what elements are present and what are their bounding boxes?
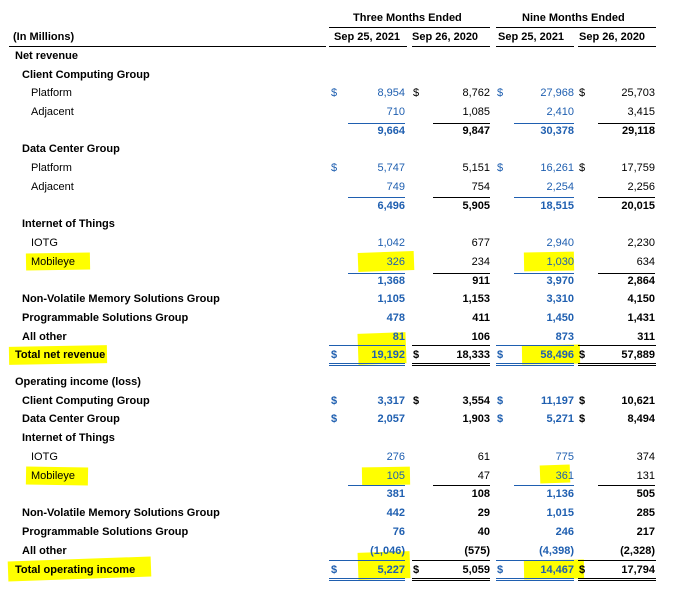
cell-operating-nsg-col4: 285 [636,507,655,519]
cell-operating-dcg-col2: 1,903 [462,413,490,425]
cell-revenue-ccg-adjacent-col2: 1,085 [462,106,490,118]
cell-revenue-dcg-platform-col3: 16,261 [540,162,574,174]
total-rule [496,345,574,346]
cell-revenue-dcg-adjacent-col4: 2,256 [627,181,655,193]
row-label-operating-nsg: Non-Volatile Memory Solutions Group [22,507,220,519]
total-rule [578,345,656,346]
cell-revenue-psg-col1: 478 [386,312,405,324]
total-double-rule [578,578,656,581]
cell-operating-iotg-col4: 374 [636,451,655,463]
total-rule [329,560,405,561]
cell-revenue-all-other-col3: 873 [555,331,574,343]
cell-operating-ccg-col3: 11,197 [540,395,574,407]
total-double-rule [412,363,490,366]
row-label-revenue-ccg-adjacent: Adjacent [31,106,74,118]
section-iot: Internet of Things [22,218,115,230]
cell-operating-psg-col4: 217 [636,526,655,538]
row-label-revenue-iotg: IOTG [31,237,58,249]
subtotal-rule [598,123,655,124]
cell-operating-all-other-col4: (2,328) [620,545,655,557]
cell-revenue-dcg-total-col1: 6,496 [377,200,405,212]
cell-operating-total-col3: 14,467 [540,564,574,576]
total-double-rule [496,578,574,581]
section-ccg: Client Computing Group [22,69,150,81]
cell-revenue-ccg-platform-col4: 25,703 [621,87,655,99]
cell-revenue-mobileye-col4: 634 [636,256,655,268]
cell-revenue-iotg-col2: 677 [471,237,490,249]
cell-revenue-dcg-adjacent-col3: 2,254 [546,181,574,193]
column-header: Sep 26, 2020 [412,31,479,43]
cell-operating-dcg-col3: 5,271 [546,413,574,425]
subtotal-rule [348,123,405,124]
subtotal-rule [348,197,405,198]
subtotal-rule [433,197,490,198]
subtotal-rule [348,273,405,274]
cell-revenue-ccg-total-col1: 9,664 [377,125,405,137]
cell-operating-nsg-col1: 442 [386,507,405,519]
cell-revenue-dcg-platform-col1: 5,747 [377,162,405,174]
subtotal-rule [598,273,655,274]
total-rule [412,560,490,561]
cell-operating-all-other-col1: (1,046) [370,545,405,557]
section-iot-operating: Internet of Things [22,432,115,444]
cell-revenue-ccg-adjacent-col1: 710 [386,106,405,118]
cell-revenue-nsg-col2: 1,153 [462,293,490,305]
subtotal-rule [598,485,655,486]
currency-symbol: $ [497,162,504,174]
cell-revenue-ccg-platform-col1: 8,954 [377,87,405,99]
total-rule [412,345,490,346]
cell-revenue-dcg-adjacent-col1: 749 [386,181,405,193]
row-label-revenue-dcg-adjacent: Adjacent [31,181,74,193]
currency-symbol: $ [413,87,420,99]
cell-revenue-iotg-col4: 2,230 [627,237,655,249]
cell-revenue-dcg-total-col3: 18,515 [540,200,574,212]
period-group-three-months: Three Months Ended [353,12,462,24]
cell-revenue-dcg-total-col2: 5,905 [462,200,490,212]
header-rule [578,46,656,47]
cell-revenue-dcg-platform-col2: 5,151 [462,162,490,174]
header-rule [329,46,407,47]
currency-symbol: $ [579,413,586,425]
total-rule [496,560,574,561]
unit-label: (In Millions) [13,31,75,43]
currency-symbol: $ [497,87,504,99]
cell-revenue-ccg-adjacent-col4: 3,415 [627,106,655,118]
cell-operating-all-other-col2: (575) [464,545,490,557]
cell-revenue-iotg-col1: 1,042 [377,237,405,249]
cell-operating-dcg-col1: 2,057 [377,413,405,425]
cell-revenue-psg-col3: 1,450 [546,312,574,324]
subtotal-rule [433,485,490,486]
cell-operating-nsg-col2: 29 [477,507,490,519]
cell-operating-mobileye-col2: 47 [477,470,490,482]
currency-symbol: $ [413,349,420,361]
cell-revenue-psg-col2: 411 [472,312,490,324]
cell-revenue-ccg-total-col3: 30,378 [540,125,574,137]
cell-operating-iot-total-col2: 108 [471,488,490,500]
cell-operating-iotg-col3: 775 [555,451,574,463]
currency-symbol: $ [331,564,338,576]
currency-symbol: $ [497,395,504,407]
cell-revenue-ccg-adjacent-col3: 2,410 [546,106,574,118]
subtotal-rule [598,197,655,198]
currency-symbol: $ [497,564,504,576]
cell-revenue-nsg-col1: 1,105 [377,293,405,305]
cell-revenue-mobileye-col2: 234 [471,256,490,268]
row-label-revenue-nsg: Non-Volatile Memory Solutions Group [22,293,220,305]
column-header: Sep 25, 2021 [334,31,401,43]
header-rule [496,46,574,47]
cell-revenue-nsg-col4: 4,150 [627,293,655,305]
cell-revenue-ccg-platform-col3: 27,968 [540,87,574,99]
cell-revenue-total-col3: 58,496 [540,349,574,361]
cell-revenue-iot-total-col2: 911 [472,275,490,287]
cell-operating-ccg-col2: 3,554 [462,395,490,407]
cell-operating-ccg-col1: 3,317 [377,395,405,407]
cell-operating-iot-total-col1: 381 [386,488,405,500]
currency-symbol: $ [331,395,338,407]
subtotal-rule [514,273,574,274]
subtotal-rule [348,485,405,486]
cell-revenue-mobileye-col1: 326 [386,256,405,268]
total-rule [578,560,656,561]
subtotal-rule [514,123,574,124]
row-label-operating-ccg: Client Computing Group [22,395,150,407]
total-double-rule [329,363,405,366]
header-rule [496,27,656,28]
cell-operating-psg-col1: 76 [392,526,405,538]
currency-symbol: $ [497,413,504,425]
cell-operating-iot-total-col4: 505 [636,488,655,500]
row-label-operating-mobileye: Mobileye [31,470,76,482]
cell-revenue-dcg-adjacent-col2: 754 [471,181,490,193]
cell-operating-iot-total-col3: 1,136 [546,488,574,500]
cell-operating-all-other-col3: (4,398) [539,545,574,557]
currency-symbol: $ [331,349,338,361]
cell-revenue-psg-col4: 1,431 [627,312,655,324]
column-header: Sep 25, 2021 [498,31,565,43]
currency-symbol: $ [579,395,586,407]
total-double-rule [329,578,405,581]
row-label-revenue-ccg-platform: Platform [31,87,72,99]
cell-revenue-ccg-platform-col2: 8,762 [462,87,490,99]
cell-revenue-iot-total-col3: 3,970 [546,275,574,287]
row-label-revenue-psg: Programmable Solutions Group [22,312,189,324]
cell-operating-iotg-col2: 61 [477,451,490,463]
cell-operating-mobileye-col3: 361 [555,470,574,482]
cell-operating-nsg-col3: 1,015 [546,507,574,519]
section-operating: Operating income (loss) [15,376,141,388]
cell-operating-total-col1: 5,227 [377,564,405,576]
cell-revenue-iot-total-col1: 1,368 [377,275,405,287]
cell-operating-iotg-col1: 276 [386,451,405,463]
period-group-nine-months: Nine Months Ended [522,12,625,24]
cell-revenue-dcg-platform-col4: 17,759 [621,162,655,174]
total-double-rule [412,578,490,581]
currency-symbol: $ [331,87,338,99]
row-label-operating-psg: Programmable Solutions Group [22,526,189,538]
total-double-rule [496,363,574,366]
cell-revenue-total-col1: 19,192 [371,349,405,361]
section-dcg: Data Center Group [22,143,120,155]
row-label-operating-total: Total operating income [15,564,136,576]
currency-symbol: $ [497,349,504,361]
cell-revenue-iotg-col3: 2,940 [546,237,574,249]
currency-symbol: $ [331,413,338,425]
subtotal-rule [433,273,490,274]
total-double-rule [578,363,656,366]
cell-revenue-all-other-col1: 81 [392,331,405,343]
cell-revenue-all-other-col4: 311 [637,331,655,343]
cell-operating-psg-col3: 246 [555,526,574,538]
header-rule [412,46,490,47]
subtotal-rule [433,123,490,124]
currency-symbol: $ [413,564,420,576]
subtotal-rule [514,485,574,486]
currency-symbol: $ [579,162,586,174]
currency-symbol: $ [413,395,420,407]
row-label-revenue-dcg-platform: Platform [31,162,72,174]
currency-symbol: $ [579,349,586,361]
cell-revenue-total-col2: 18,333 [456,349,490,361]
row-label-operating-all-other: All other [22,545,67,557]
cell-operating-ccg-col4: 10,621 [621,395,655,407]
cell-revenue-ccg-total-col2: 9,847 [462,125,490,137]
cell-revenue-ccg-total-col4: 29,118 [621,125,655,137]
cell-revenue-total-col4: 57,889 [621,349,655,361]
cell-operating-psg-col2: 40 [477,526,490,538]
cell-operating-total-col4: 17,794 [621,564,655,576]
header-rule [329,27,490,28]
cell-revenue-nsg-col3: 3,310 [546,293,574,305]
cell-operating-total-col2: 5,059 [462,564,490,576]
cell-operating-dcg-col4: 8,494 [627,413,655,425]
cell-revenue-mobileye-col3: 1,030 [546,256,574,268]
cell-operating-mobileye-col4: 131 [636,470,655,482]
row-label-revenue-mobileye: Mobileye [31,256,76,268]
cell-revenue-iot-total-col4: 2,864 [627,275,655,287]
header-rule [9,46,326,47]
row-label-revenue-total: Total net revenue [15,349,106,361]
row-label-operating-iotg: IOTG [31,451,58,463]
row-label-operating-dcg: Data Center Group [22,413,120,425]
currency-symbol: $ [331,162,338,174]
cell-revenue-all-other-col2: 106 [471,331,490,343]
subtotal-rule [514,197,574,198]
row-label-revenue-all-other: All other [22,331,67,343]
section-net-revenue: Net revenue [15,50,78,62]
cell-operating-mobileye-col1: 105 [386,470,405,482]
currency-symbol: $ [579,564,586,576]
column-header: Sep 26, 2020 [579,31,646,43]
total-rule [329,345,405,346]
currency-symbol: $ [579,87,586,99]
cell-revenue-dcg-total-col4: 20,015 [621,200,655,212]
